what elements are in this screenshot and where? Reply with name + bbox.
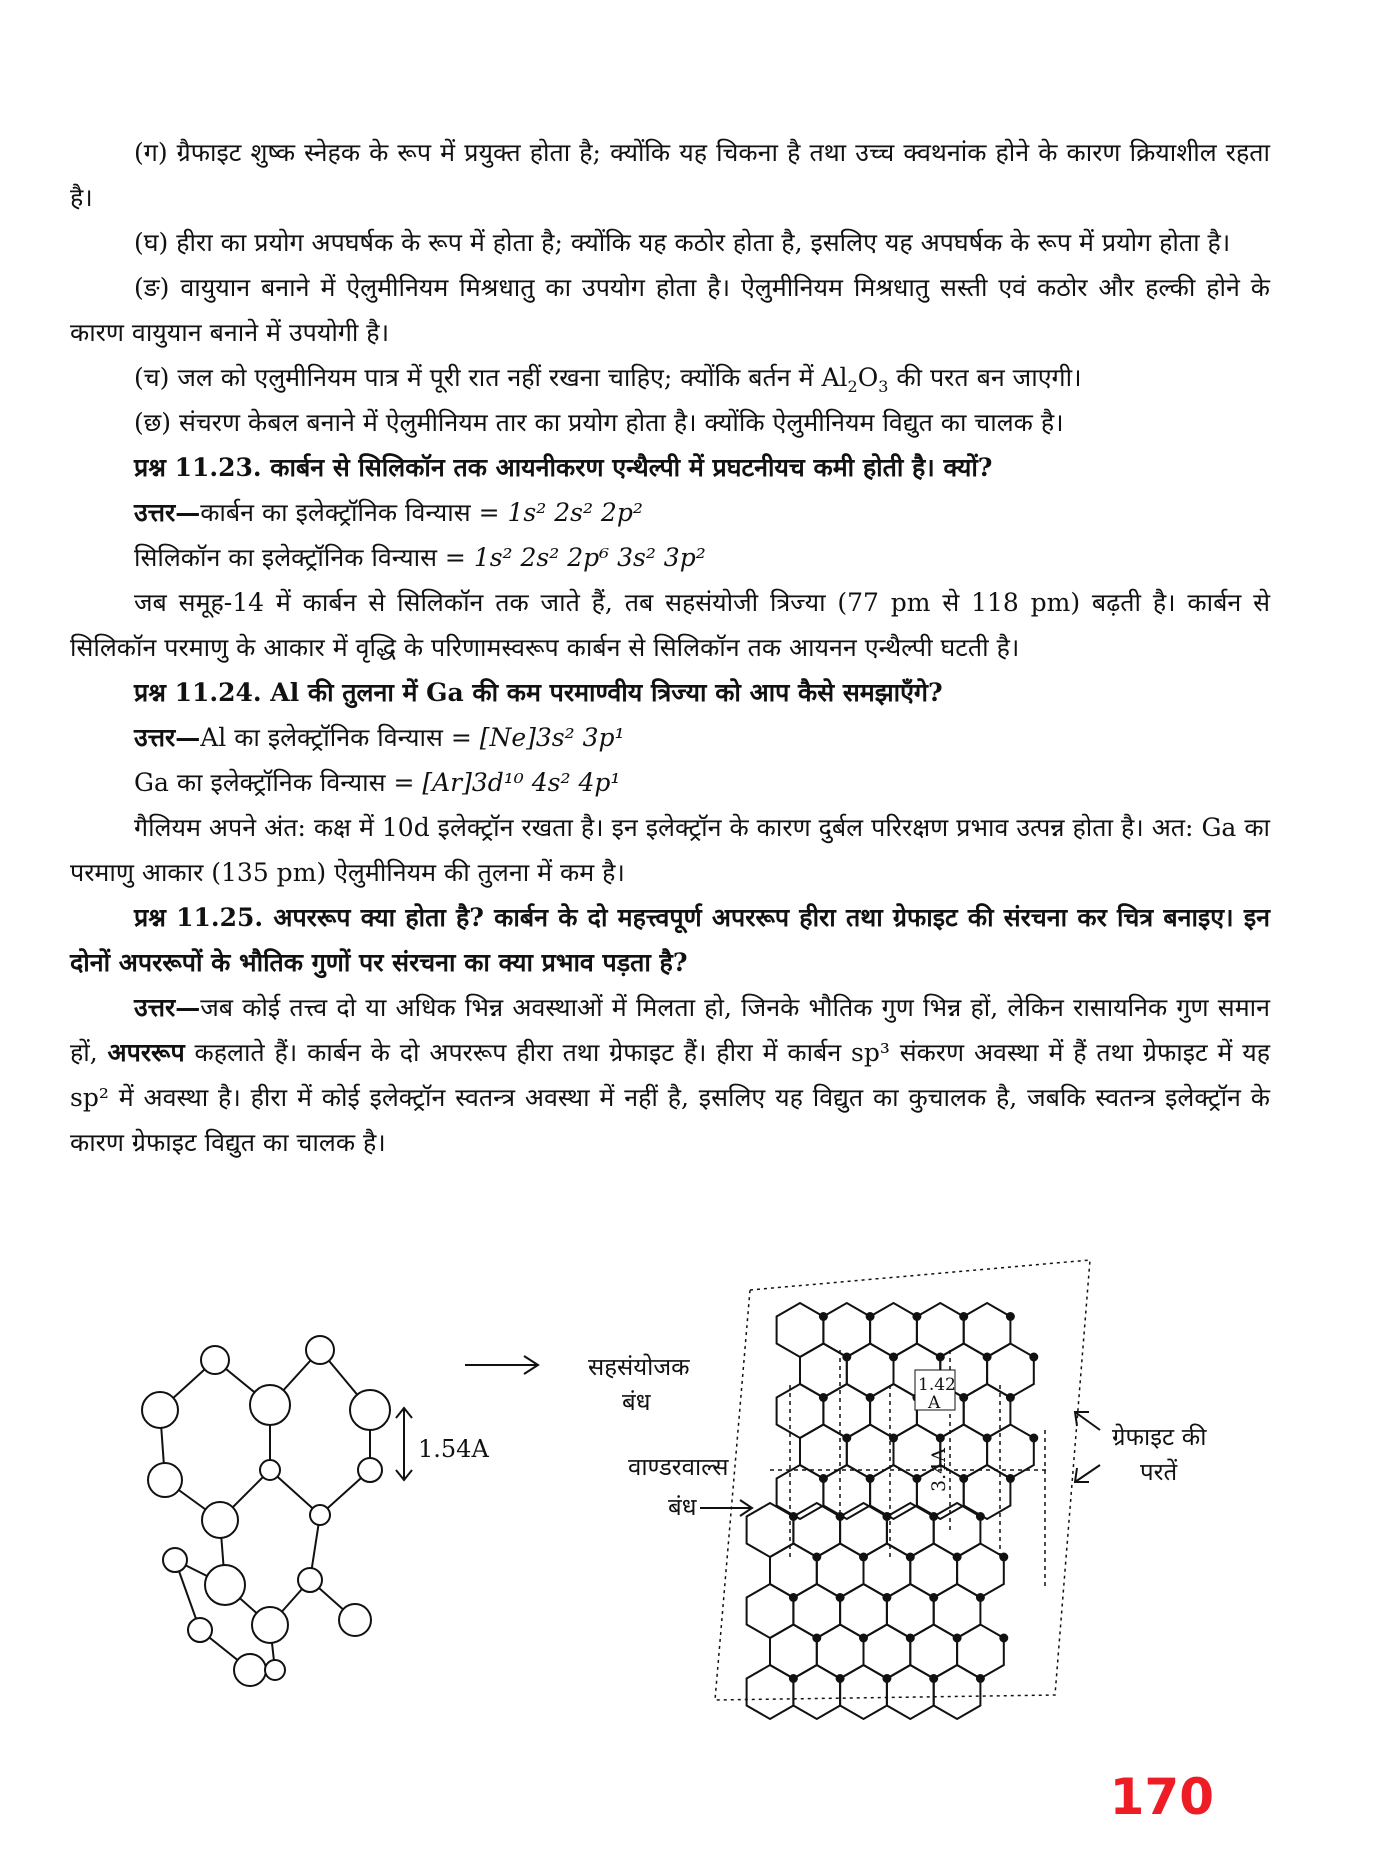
answer-11-24-al: उत्तर—Al का इलेक्ट्रॉनिक विन्यास = [Ne]3s² 3p¹ xyxy=(134,723,625,752)
question-11-24: प्रश्न 11.24. Al की तुलना में Ga की कम परमाण्वीय त्रिज्या को आप कैसे समझाएँगे? xyxy=(134,678,943,707)
carbon-atom xyxy=(1030,1435,1037,1442)
hexagon-ring xyxy=(870,1303,917,1357)
hexagon-ring xyxy=(840,1665,887,1719)
para-ch: (च) जल को एलुमीनियम पात्र में पूरी रात नहीं रखना चाहिए; क्योंकि बर्तन में $Al_2O_3$ की परत बन जाएगी। xyxy=(134,363,1082,396)
carbon-atom xyxy=(1007,1394,1014,1401)
layer-gap-label: 3.4A xyxy=(928,1448,950,1492)
vdw-bond-label-line1: वाण्डरवाल्स xyxy=(628,1453,729,1481)
hexagon-ring xyxy=(870,1384,917,1438)
question-11-25: प्रश्न 11.25. अपररूप क्या होता है? कार्बन के दो महत्त्वपूर्ण अपररूप हीरा तथा ग्रेफाइट की संरचना कर चित्र बनाइए। इन दोनों अपररूपों के भौतिक गुणों पर संरचना का क्या प्रभाव पड़ता है? xyxy=(70,903,1270,977)
hexagon-ring xyxy=(934,1665,981,1719)
covalent-bond-label-line1: सहसंयोजक xyxy=(588,1353,690,1381)
hexagon-ring xyxy=(747,1584,794,1638)
hexagon-ring xyxy=(957,1625,1004,1679)
para-n: (ङ) वायुयान बनाने में ऐलुमीनियम मिश्रधातु का उपयोग होता है। ऐलुमीनियम मिश्रधातु सस्ती एवं कठोर और हल्की होने के कारण वायुयान बनाने में उपयोगी है। xyxy=(70,273,1270,347)
page-content xyxy=(70,130,1270,1165)
hexagon-ring xyxy=(823,1303,870,1357)
carbon-atom xyxy=(1007,1475,1014,1482)
hexagon-ring xyxy=(847,1344,894,1398)
hexagon-ring xyxy=(964,1384,1011,1438)
diamond-bond-length: 1.54A xyxy=(418,1435,489,1463)
carbon-atom xyxy=(1030,1354,1037,1361)
hexagon-ring xyxy=(910,1544,957,1598)
vdw-bond-label-line2: बंध xyxy=(668,1493,697,1521)
diamond-structure-diagram xyxy=(142,1336,412,1686)
hexagon-ring xyxy=(910,1625,957,1679)
answer-11-24-explanation: गैलियम अपने अंत: कक्ष में 10d इलेक्ट्रॉन रखता है। इन इलेक्ट्रॉन के कारण दुर्बल परिरक्षण प्रभाव उत्पन्न होता है। अत: Ga का परमाणु आकार (135 pm) ऐलुमीनियम की तुलना में कम है। xyxy=(70,813,1270,887)
cc-bond-unit: A xyxy=(928,1393,941,1413)
answer-11-24-ga: Ga का इलेक्ट्रॉनिक विन्यास = [Ar]3d¹⁰ 4s² 4p¹ xyxy=(134,768,621,797)
page-number: 170 xyxy=(1109,1768,1214,1826)
hexagon-ring xyxy=(934,1584,981,1638)
hexagon-ring xyxy=(864,1544,911,1598)
hexagon-ring xyxy=(793,1665,840,1719)
hexagon-ring xyxy=(817,1544,864,1598)
hexagon-ring xyxy=(770,1544,817,1598)
covalent-bond-label-line2: बंध xyxy=(622,1388,651,1416)
para-chh: (छ) संचरण केबल बनाने में ऐलुमीनियम तार का प्रयोग होता है। क्योंकि ऐलुमीनियम विद्युत का चालक है। xyxy=(134,408,1064,437)
hexagon-ring xyxy=(917,1303,964,1357)
para-gh: (घ) हीरा का प्रयोग अपघर्षक के रूप में होता है; क्योंकि यह कठोर होता है, इसलिए यह अपघर्षक के रूप में प्रयोग होता है। xyxy=(134,228,1231,257)
answer-11-23-carbon: उत्तर—कार्बन का इलेक्ट्रॉनिक विन्यास = 1s² 2s² 2p² xyxy=(134,498,643,527)
hexagon-ring xyxy=(817,1625,864,1679)
para-g: (ग) ग्रैफाइट शुष्क स्नेहक के रूप में प्रयुक्त होता है; क्योंकि यह चिकना है तथा उच्च क्वथनांक होने के कारण क्रियाशील रहता है। xyxy=(70,138,1270,212)
hexagon-ring xyxy=(964,1303,1011,1357)
graphite-structure-diagram xyxy=(715,1260,1090,1719)
answer-11-23-silicon: सिलिकॉन का इलेक्ट्रॉनिक विन्यास = 1s² 2s² 2p⁶ 3s² 3p² xyxy=(134,543,706,572)
hexagon-ring xyxy=(887,1584,934,1638)
graphite-layers-label-line2: परतें xyxy=(1140,1458,1178,1486)
answer-11-25: उत्तर—जब कोई तत्त्व दो या अधिक भिन्न अवस्थाओं में मिलता हो, जिनके भौतिक गुण भिन्न हों, लेकिन रासायनिक गुण समान हों, अपररूप कहलाते हैं। कार्बन के दो अपररूप हीरा तथा ग्रेफाइट हैं। हीरा में कार्बन sp³ संकरण अवस्था में हैं तथा ग्रेफाइट में यह sp² में अवस्था है। हीरा में कोई इलेक्ट्रॉन स्वतन्त्र अवस्था में नहीं है, इसलिए यह विद्युत का कुचालक है, जबकि स्वतन्त्र इलेक्ट्रॉन के कारण ग्रेफाइट विद्युत का चालक है। xyxy=(70,993,1270,1157)
cc-bond-length: 1.42 xyxy=(918,1375,956,1395)
carbon-atom xyxy=(1000,1554,1007,1561)
vdw-arrow-icon xyxy=(700,1500,752,1516)
graphite-layers-label-line1: ग्रेफाइट की xyxy=(1112,1423,1207,1451)
hexagon-ring xyxy=(777,1384,824,1438)
right-arrow-icon xyxy=(465,1356,538,1374)
carbon-atom xyxy=(977,1513,984,1520)
hexagon-ring xyxy=(823,1384,870,1438)
hexagon-ring xyxy=(957,1544,1004,1598)
question-11-23: प्रश्न 11.23. कार्बन से सिलिकॉन तक आयनीकरण एन्थैल्पी में प्रघटनीयच कमी होती है। क्यों? xyxy=(134,453,993,482)
carbon-atom xyxy=(977,1594,984,1601)
carbon-atom xyxy=(1007,1313,1014,1320)
carbon-atom xyxy=(977,1675,984,1682)
hexagon-ring xyxy=(864,1625,911,1679)
allotrope-figures xyxy=(0,1230,1376,1730)
hexagon-ring xyxy=(793,1584,840,1638)
hexagon-ring xyxy=(777,1303,824,1357)
answer-11-23-explanation: जब समूह-14 में कार्बन से सिलिकॉन तक जाते हैं, तब सहसंयोजी त्रिज्या (77 pm से 118 pm) बढ़ती है। कार्बन से सिलिकॉन परमाणु के आकार में वृद्धि के परिणामस्वरूप कार्बन से सिलिकॉन तक आयनन एन्थैल्पी घटती है। xyxy=(70,588,1270,662)
hexagon-ring xyxy=(987,1344,1034,1398)
hexagon-ring xyxy=(887,1665,934,1719)
hexagon-ring xyxy=(747,1665,794,1719)
hexagon-ring xyxy=(770,1625,817,1679)
carbon-atom xyxy=(1000,1635,1007,1642)
hexagon-ring xyxy=(840,1584,887,1638)
layer-arrows-icon xyxy=(1075,1412,1100,1482)
